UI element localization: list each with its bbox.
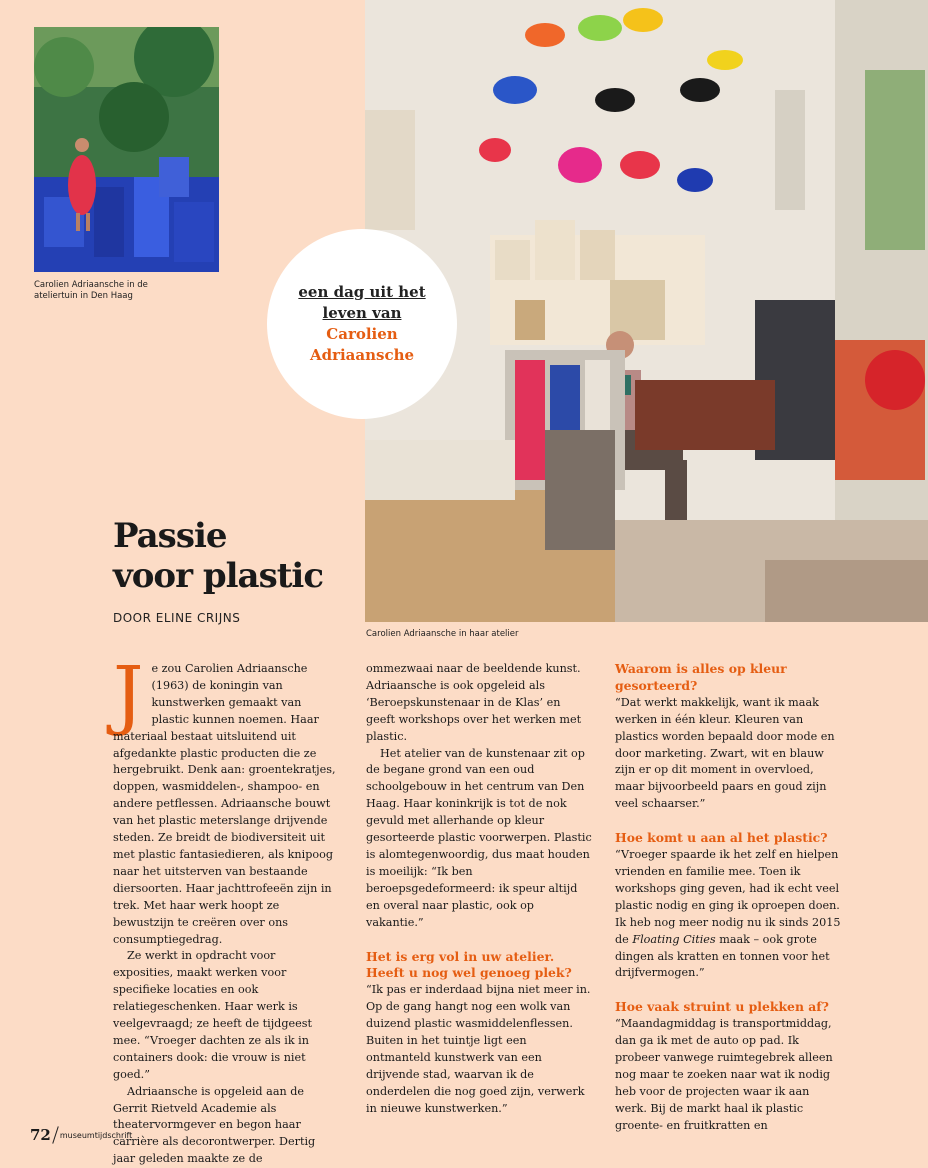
answer-text: “Vroeger spaarde ik het zelf en hielpen vrienden en familie mee. Toen ik workshops ging geven, had ik echt veel plastic nodig en ging ik oproepen doen. Ik heb nog meer nodig nu ik sinds 2015 de	[615, 848, 841, 946]
headline-line-1: Passie	[113, 516, 227, 556]
drop-cap: J	[113, 649, 144, 738]
byline: DOOR ELINE CRIJNS	[113, 611, 241, 625]
article-headline	[113, 516, 363, 596]
series-title: een dag uit het leven van	[298, 283, 426, 322]
answer-paragraph	[615, 847, 841, 982]
series-title-circle	[267, 229, 457, 419]
page-number: 72	[30, 1126, 51, 1144]
question-heading: Het is erg vol in uw atelier. Heeft u nog wel genoeg plek?	[366, 948, 572, 981]
paragraph: Het atelier van de kunstenaar zit op de begane grond van een oud schoolgebouw in het centrum van Den Haag. Haar koninkrijk is tot de nok gevuld met allerhande op kleur gesorteerde plastic voorwerpen. Plastic is alomtegenwoordig, dus maat houden is moeilijk: “Ik ben beroepsgedeformeerd: ik speur altijd en overal naar plastic, ook op vakantie.”	[366, 746, 592, 929]
answer-paragraph: “Dat werkt makkelijk, want ik maak werken in één kleur. Kleuren van plastics worden bepaald door mode en door marketing. Zwart, wit en blauw zijn er op dit moment in overvloed, maar bijvoorbeeld paars en goud zijn veel schaarser.”	[615, 695, 835, 811]
intro-paragraph	[113, 649, 339, 948]
garden-photo-illustration	[34, 27, 219, 272]
answer-text: maak – ook grote dingen als kratten en tonnen voor het drijfvermogen.”	[615, 932, 830, 980]
paragraph: Ze werkt in opdracht voor exposities, maakt werken voor specifieke locaties en ook relatiegeschenken. Haar werk is veelgevraagd; ze heeft de tijdgeest mee. “Vroeger dachten ze als ik in containers dook: die vrouw is niet goed.”	[113, 949, 312, 1081]
answer-paragraph: “Maandagmiddag is transportmiddag, dan ga ik met de auto op pad. Ik probeer vanwege ruimtegebrek alleen nog maar te zoeken naar wat ik nodig heb voor de projecten waar ik aan werk. Bij de markt haal ik plastic groente- en fruitkratten en	[615, 1017, 833, 1132]
question-heading: Hoe vaak struint u plekken af?	[615, 999, 829, 1015]
slash-divider	[52, 1126, 59, 1143]
question-heading: Waarom is alles op kleur gesorteerd?	[615, 661, 787, 693]
page-footer	[30, 1126, 132, 1144]
project-title: Floating Cities	[632, 932, 716, 946]
paragraph: Adriaansche is opgeleid aan de Gerrit Rietveld Academie als theatervormgever en begon haar carrière als decorontwerper. Dertig jaar geleden maakte ze de	[113, 1084, 316, 1166]
garden-photo-caption: Carolien Adriaansche in de ateliertuin in Den Haag	[34, 280, 148, 301]
subject-name: Carolien Adriaansche	[309, 325, 415, 364]
headline-line-2: voor plastic	[113, 556, 324, 596]
atelier-photo-caption: Carolien Adriaansche in haar atelier	[366, 629, 519, 639]
intro-text: e zou Carolien Adriaansche (1963) de koningin van kunstwerken gemaakt van plastic kunnen noemen. Haar materiaal bestaat uitsluitend uit afgedankte plastic producten die ze hergebruikt. Denk aan: groentekratjes, doppen, wasmiddelen-, shampoo- en andere petflessen. Adriaansche bouwt van het plastic meterslange drijvende steden. Ze breidt de biodiversiteit uit met plastic fantasiedieren, als knipoog naar het uitsterven van bestaande diersoorten. Haar jachttrofeeën zijn in trek. Met haar werk hoopt ze bewustzijn te creëren over ons consumptiegedrag.	[113, 662, 336, 946]
article-column-2	[366, 661, 592, 1118]
garden-photo	[34, 27, 219, 272]
article-column-1	[113, 649, 339, 1168]
article-column-3	[615, 661, 841, 1135]
magazine-name: museumtijdschrift	[59, 1130, 133, 1140]
paragraph: ommezwaai naar de beeldende kunst. Adriaansche is ook opgeleid als ‘Beroepskunstenaar in de Klas’ en geeft workshops over het werken met plastic.	[366, 662, 582, 743]
answer-paragraph: “Ik pas er inderdaad bijna niet meer in. Op de gang hangt nog een wolk van duizend plastic wasmiddelenflessen. Buiten in het tuintje ligt een ontmanteld kunstwerk van een drijvende stad, waarvan ik de onderdelen die nog goed zijn, verwerk in nieuwe kunstwerken.”	[366, 983, 591, 1115]
question-heading: Hoe komt u aan al het plastic?	[615, 830, 828, 846]
